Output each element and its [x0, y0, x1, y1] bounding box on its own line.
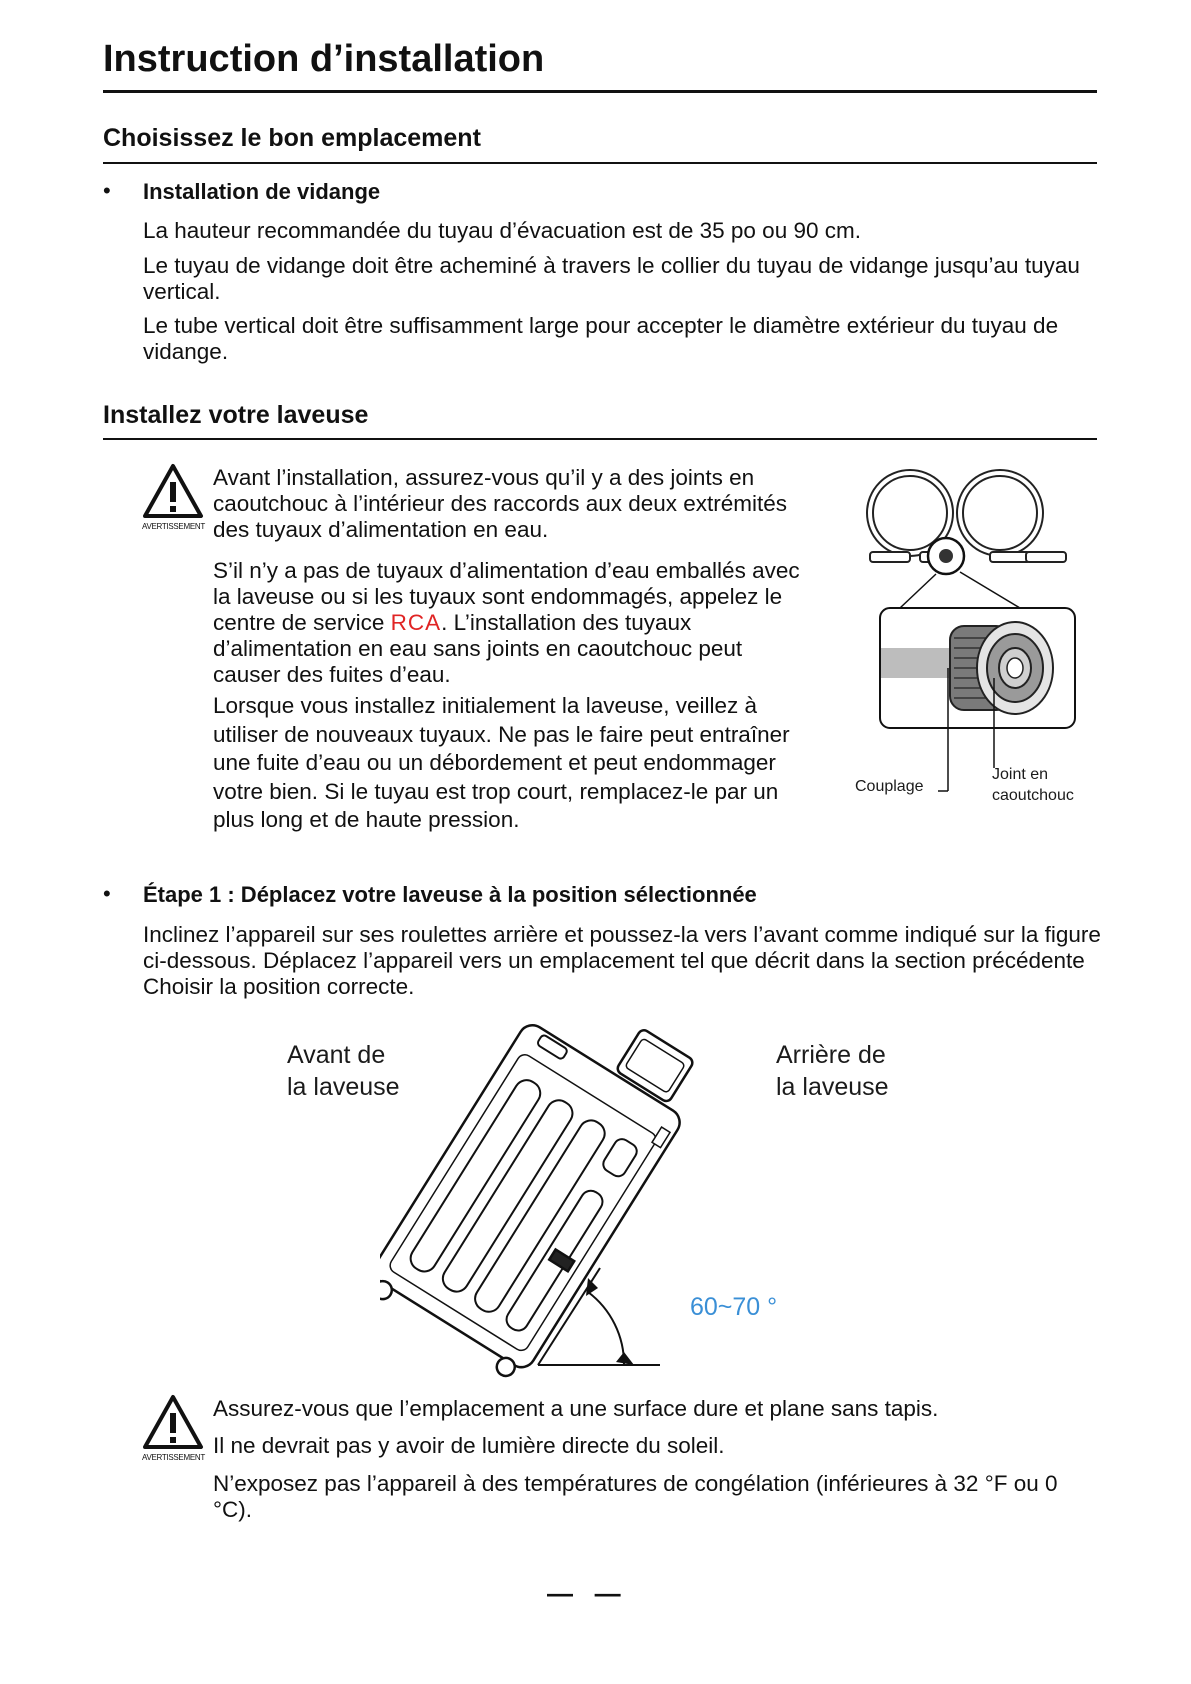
front-label-line1: Avant de	[287, 1041, 386, 1069]
back-label	[776, 1039, 889, 1103]
warning-label: AVERTISSEMENT	[142, 522, 205, 531]
gasket-label-line1: Joint en	[992, 766, 1049, 783]
bullet-dot: •	[103, 178, 111, 203]
bullet-dot: •	[103, 881, 111, 906]
tilt-angle-label: 60~70 °	[690, 1293, 778, 1321]
bullet-title-drain: Installation de vidange	[143, 179, 381, 204]
gasket-label-line2: caoutchouc	[992, 787, 1074, 804]
drain-paragraph-2: Le tuyau de vidange doit être acheminé à travers le collier du tuyau de vidange jusqu’au tuyau vertical.	[143, 253, 1080, 304]
front-label	[287, 1039, 400, 1103]
sunlight-warning-text: Il ne devrait pas y avoir de lumière directe du soleil.	[213, 1433, 725, 1458]
warning-triangle-icon	[142, 463, 204, 519]
warning-hoses-text-end: . L’installation des tuyaux d’alimentation en eau sans joints en caoutchouc peut causer des fuites d’eau.	[213, 610, 743, 687]
drain-paragraph-1: La hauteur recommandée du tuyau d’évacuation est de 35 po ou 90 cm.	[143, 218, 861, 243]
drain-paragraph-3: Le tube vertical doit être suffisamment large pour accepter le diamètre extérieur du tuyau de vidange.	[143, 313, 1059, 364]
warning-block	[142, 463, 204, 531]
warning-gaskets-text: Avant l’installation, assurez-vous qu’il y a des joints en caoutchouc à l’intérieur des raccords aux deux extrémités des tuyaux d’alimentation en eau.	[213, 465, 788, 542]
back-label-line1: Arrière de	[776, 1041, 886, 1069]
warning-label: AVERTISSEMENT	[142, 1453, 205, 1462]
warning-block	[142, 1394, 204, 1462]
brand-name: RCA	[390, 610, 442, 635]
section-rule	[103, 438, 1097, 440]
freezing-warning-text: N’exposez pas l’appareil à des températures de congélation (inférieures à 32 °F ou 0 °C).	[213, 1471, 1058, 1522]
coupling-label: Couplage	[855, 778, 924, 795]
section-heading-location: Choisissez le bon emplacement	[103, 124, 481, 152]
back-label-line2: la laveuse	[776, 1073, 889, 1101]
surface-warning-text: Assurez-vous que l’emplacement a une surface dure et plane sans tapis.	[213, 1396, 939, 1421]
front-label-line2: la laveuse	[287, 1073, 400, 1101]
section-rule	[103, 162, 1097, 164]
step1-title: Étape 1 : Déplacez votre laveuse à la position sélectionnée	[143, 882, 757, 907]
title-rule	[103, 90, 1097, 93]
warning-hoses-text	[213, 558, 813, 688]
page-number-footer: — —	[547, 1578, 621, 1608]
step1-text: Inclinez l’appareil sur ses roulettes arrière et poussez-la vers l’avant comme indiqué sur la figure ci-dessous. Déplacez l’appareil vers un emplacement tel que décrit dans la section précédente Choisir la position correcte.	[143, 922, 1101, 999]
page-title: Instruction d’installation	[103, 38, 545, 80]
tilted-washer-figure	[380, 1010, 740, 1380]
warning-hoses-text-start: S’il n’y a pas de tuyaux d’alimentation d’eau emballés avec la laveuse ou si les tuyaux sont endommagés, appelez le centre de service	[213, 558, 800, 635]
warning-triangle-icon	[142, 1394, 204, 1450]
hose-coupling-figure	[850, 468, 1090, 828]
warning-new-hoses-text: Lorsque vous installez initialement la laveuse, veillez à utiliser de nouveaux tuyaux. Ne pas le faire peut entraîner une fuite d’eau ou un débordement et peut endommager votre bien. Si le tuyau est trop court, remplacez-le par un plus long et de haute pression.	[213, 693, 790, 832]
section-heading-install: Installez votre laveuse	[103, 401, 369, 429]
